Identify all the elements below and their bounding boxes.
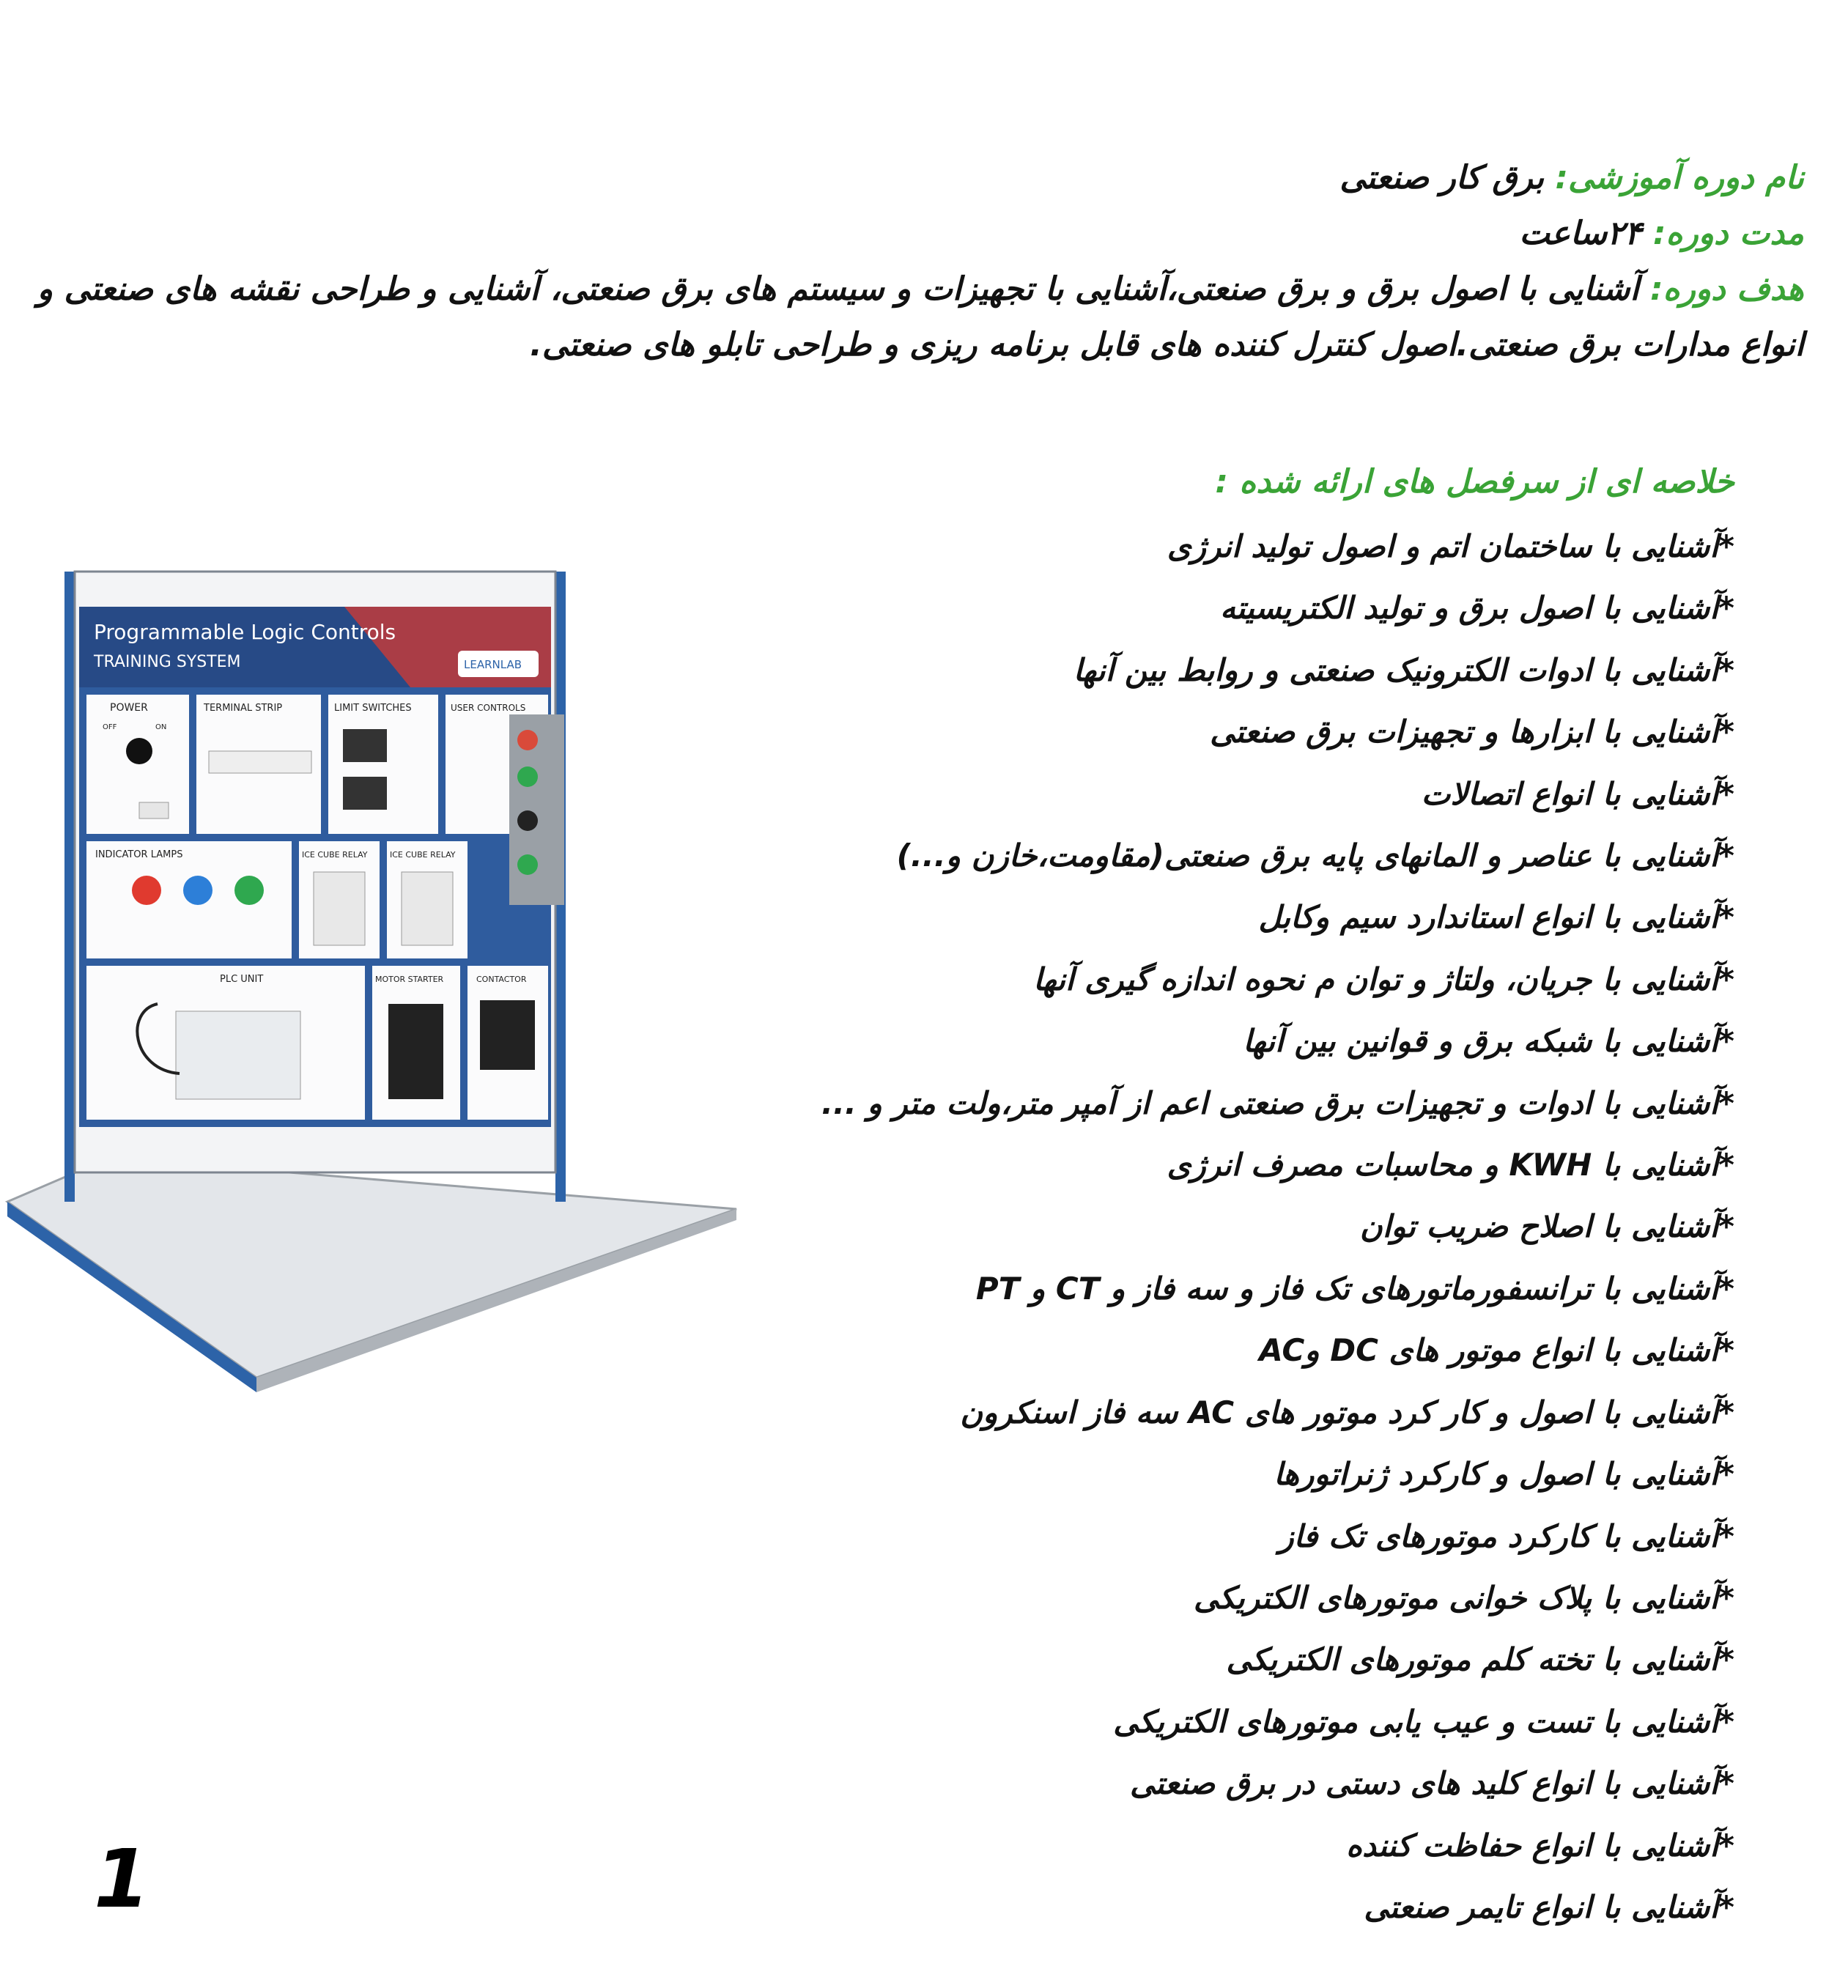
course-duration-value: ۲۴ساعت: [1519, 215, 1642, 252]
outline-item: *آشنایی با انواع کلید های دستی در برق صنعتی: [1130, 1765, 1734, 1802]
course-goal-label: هدف دوره:: [1650, 270, 1804, 308]
green-push-button: [517, 766, 538, 787]
contactor-label: CONTACTOR: [476, 975, 527, 984]
plc-unit: [176, 1011, 300, 1099]
course-duration-line: [23, 206, 1804, 262]
outline-item: *آشنایی با انواع موتور های DC وAC: [1259, 1332, 1734, 1369]
ice-cube-relay-2: [402, 872, 453, 945]
red-push-button: [517, 730, 538, 750]
black-push-button: [517, 810, 538, 831]
outline-item: *آشنایی با ساختمان اتم و اصول تولید انرژی: [1167, 528, 1734, 564]
outline-item: *آشنایی با انواع اتصالات: [1421, 775, 1734, 812]
indicator-lamps-label: INDICATOR LAMPS: [95, 849, 183, 860]
panel-header-title: Programmable Logic Controls: [94, 620, 396, 644]
outline-item: *آشنایی با عناصر و المانهای پایه برق صنعتی(مقاومت،خازن و...): [896, 838, 1734, 874]
course-header: [23, 150, 1804, 373]
blue-lamp: [183, 876, 212, 905]
plc-unit-label: PLC UNIT: [220, 974, 264, 985]
contactor: [480, 1000, 535, 1070]
syllabus-outline: [709, 453, 1734, 1938]
outline-item: *آشنایی با جریان، ولتاژ و توان م نحوه اندازه گیری آنها: [1033, 961, 1734, 997]
limit-switches-label: LIMIT SWITCHES: [334, 703, 412, 714]
outline-item: *آشنایی با انواع تایمر صنعتی: [1364, 1888, 1734, 1925]
power-module-label: POWER: [110, 702, 148, 714]
red-lamp: [132, 876, 161, 905]
limit-switch-2: [343, 777, 387, 810]
outline-item: *آشنایی با اصول و کارکرد ژنراتورها: [1274, 1456, 1734, 1493]
motor-starter-label: MOTOR STARTER: [375, 975, 444, 984]
green-push-button-2: [517, 854, 538, 875]
course-name-line: [23, 150, 1804, 206]
course-goal-line: [23, 262, 1804, 373]
power-on-label: ON: [155, 723, 167, 731]
user-controls-label: USER CONTROLS: [451, 703, 526, 713]
course-goal-value: آشنایی با اصول برق و برق صنعتی،آشنایی با تجهیزات و سیستم های برق صنعتی، آشنایی و طراحی نقشه های صنعتی و انواع مدارات برق صنعتی.اصول کنترل کننده های قابل برنامه ریزی و طراحی تابلو های صنعتی.: [37, 270, 1804, 363]
outline-title: خلاصه ای از سرفصل های ارائه شده :: [1215, 463, 1734, 500]
outline-item: *آشنایی با پلاک خوانی موتورهای الکتریکی: [1193, 1579, 1734, 1616]
outline-item: *آشنایی با شبکه برق و قوانین بین آنها: [1243, 1023, 1734, 1060]
green-lamp: [234, 876, 264, 905]
terminal-strip-block: [209, 751, 311, 773]
panel-header-subtitle: TRAINING SYSTEM: [94, 653, 241, 671]
ice-cube-relay-1: [314, 872, 365, 945]
page-number: 1: [94, 1832, 150, 1926]
power-off-label: OFF: [103, 723, 117, 731]
outline-item: *آشنایی با اصول برق و تولید الکتریسیته: [1220, 590, 1734, 627]
terminal-strip-label: TERMINAL STRIP: [204, 703, 283, 714]
outline-item: *آشنایی با KWH و محاسبات مصرف انرژی: [1167, 1147, 1734, 1183]
outline-item: *آشنایی با کارکرد موتورهای تک فاز: [1279, 1518, 1734, 1554]
outline-item: *آشنایی با انواع استاندارد سیم وکابل: [1258, 899, 1734, 936]
course-name-value: برق کار صنعتی: [1339, 159, 1545, 196]
outline-item: *آشنایی با ترانسفورماتورهای تک فاز و سه فاز و CT و PT: [975, 1270, 1734, 1307]
limit-switch-1: [343, 729, 387, 762]
outline-item: *آشنایی با تست و عیب یابی موتورهای الکتریکی: [1113, 1703, 1734, 1740]
frame-post-left: [64, 572, 75, 1202]
brand-label: LEARNLAB: [464, 658, 522, 671]
outline-item: *آشنایی با ادوات و تجهیزات برق صنعتی اعم از آمپر متر،ولت متر و ...: [821, 1084, 1734, 1121]
plc-trainer-illustration: [0, 557, 747, 1400]
course-name-label: نام دوره آموزشی:: [1555, 159, 1804, 196]
outline-item: *آشنایی با تخته کلم موتورهای الکتریکی: [1226, 1641, 1734, 1678]
limit-switches-module: [328, 695, 438, 834]
outline-item: *آشنایی با اصول و کار کرد موتور های AC سه فاز اسنکرون: [960, 1394, 1734, 1430]
power-terminal: [139, 802, 169, 819]
power-switch-knob: [126, 738, 152, 764]
course-duration-label: مدت دوره:: [1652, 215, 1804, 252]
outline-item: *آشنایی با اصلاح ضریب توان: [1359, 1208, 1734, 1245]
outline-item: *آشنایی با ادوات الکترونیک صنعتی و روابط بین آنها: [1073, 651, 1734, 688]
outline-item: *آشنایی با ابزارها و تجهیزات برق صنعتی: [1210, 714, 1734, 750]
ice-cube-relay-label-2: ICE CUBE RELAY: [390, 850, 456, 860]
power-module: [86, 695, 189, 834]
outline-item: *آشنایی با انواع حفاظت کننده: [1346, 1827, 1734, 1863]
ice-cube-relay-label-1: ICE CUBE RELAY: [302, 850, 368, 860]
motor-starter: [388, 1004, 443, 1099]
